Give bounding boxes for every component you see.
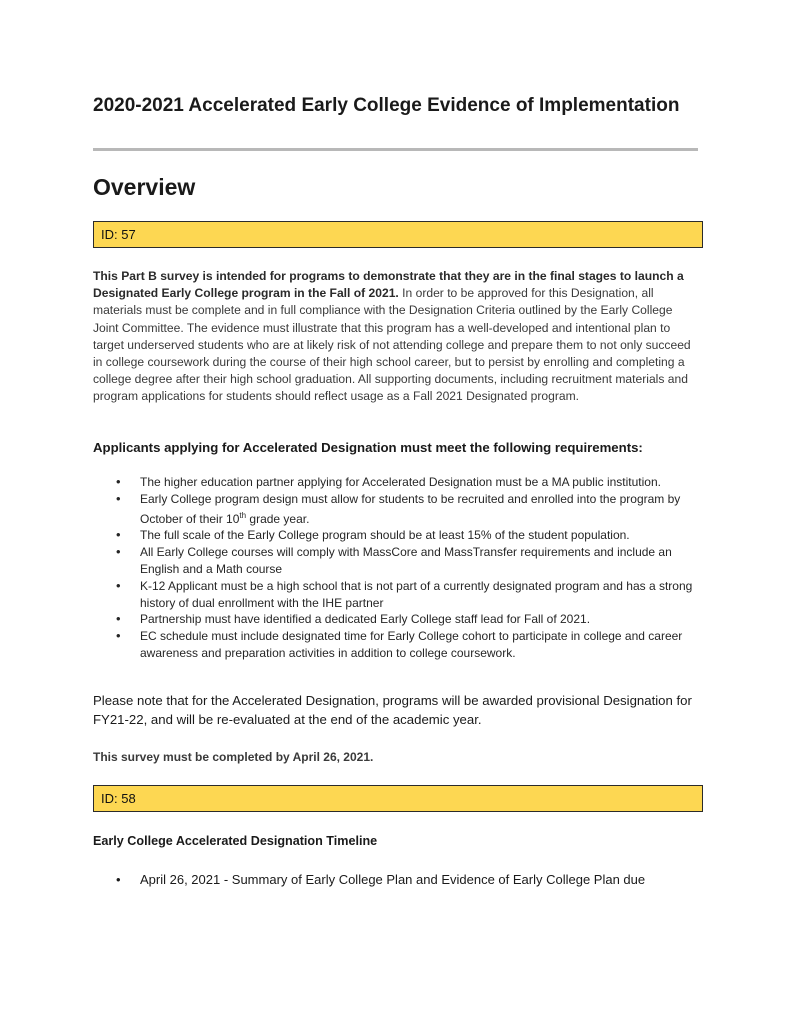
- list-item: [93, 527, 703, 544]
- survey-deadline: This survey must be completed by April 26, 2021.: [93, 750, 374, 764]
- id-box-58: ID: 58: [93, 785, 703, 812]
- timeline-list: [93, 871, 645, 889]
- timeline-heading: Early College Accelerated Designation Timeline: [93, 834, 378, 848]
- list-item-text: The higher education partner applying for Accelerated Designation must be a MA public institution.: [140, 475, 661, 489]
- intro-paragraph: [93, 268, 691, 406]
- id-box-57: ID: 57: [93, 221, 703, 248]
- requirements-list: [93, 474, 703, 662]
- list-item: [93, 628, 703, 662]
- list-item: [93, 491, 703, 528]
- document-title: 2020-2021 Accelerated Early College Evidence of Implementation: [93, 95, 680, 116]
- list-item-text: April 26, 2021 - Summary of Early College Plan and Evidence of Early College Plan due: [140, 872, 646, 887]
- horizontal-divider: [93, 148, 698, 151]
- intro-regular-text: In order to be approved for this Designation, all materials must be complete and in full compliance with the Designation Criteria outlined by the Early College Joint Committee. The evidence must illustrate that this program has a well-developed and intentional plan to target underserved students who are at likely risk of not attending college and prepare them to not only succeed in college coursework during the course of their high school career, but to persist by enrolling and completing a college degree after their high school graduation. All supporting documents, including recruitment materials and program applications for students should reflect usage as a Fall 2021 Designated program.: [93, 286, 691, 404]
- list-item-text: The full scale of the Early College program should be at least 15% of the student population.: [140, 528, 630, 543]
- list-item-text: K-12 Applicant must be a high school that is not part of a currently designated program and has a strong history of dual enrollment with the IHE partner: [140, 578, 693, 610]
- section-heading-overview: Overview: [93, 174, 196, 200]
- accelerated-designation-note: Please note that for the Accelerated Designation, programs will be awarded provisional Designation for FY21-22, and will be re-evaluated at the end of the academic year.: [93, 693, 692, 727]
- list-item: [93, 544, 703, 578]
- list-item: [93, 474, 703, 491]
- list-item-text: EC schedule must include designated time for Early College cohort to participate in college and career awareness and preparation activities in addition to college coursework.: [140, 629, 683, 660]
- requirements-heading: Applicants applying for Accelerated Designation must meet the following requirements:: [93, 440, 643, 455]
- superscript-th: th: [239, 510, 247, 520]
- list-item-text: Early College program design must allow for students to be recruited and enrolled into the program by October of their 10: [140, 491, 681, 526]
- list-item: [93, 611, 703, 628]
- list-item: [93, 871, 645, 889]
- list-item: [93, 578, 703, 612]
- list-item-text: All Early College courses will comply with MassCore and MassTransfer requirements and include an English and a Math course: [140, 545, 672, 576]
- intro-bold-text: This Part B survey is intended for programs to demonstrate that they are in the final stages to launch a Designated Early College program in the Fall of 2021.: [93, 269, 684, 301]
- list-item-text: Partnership must have identified a dedicated Early College staff lead for Fall of 2021.: [140, 612, 591, 627]
- list-item-text-suffix: grade year.: [246, 511, 310, 526]
